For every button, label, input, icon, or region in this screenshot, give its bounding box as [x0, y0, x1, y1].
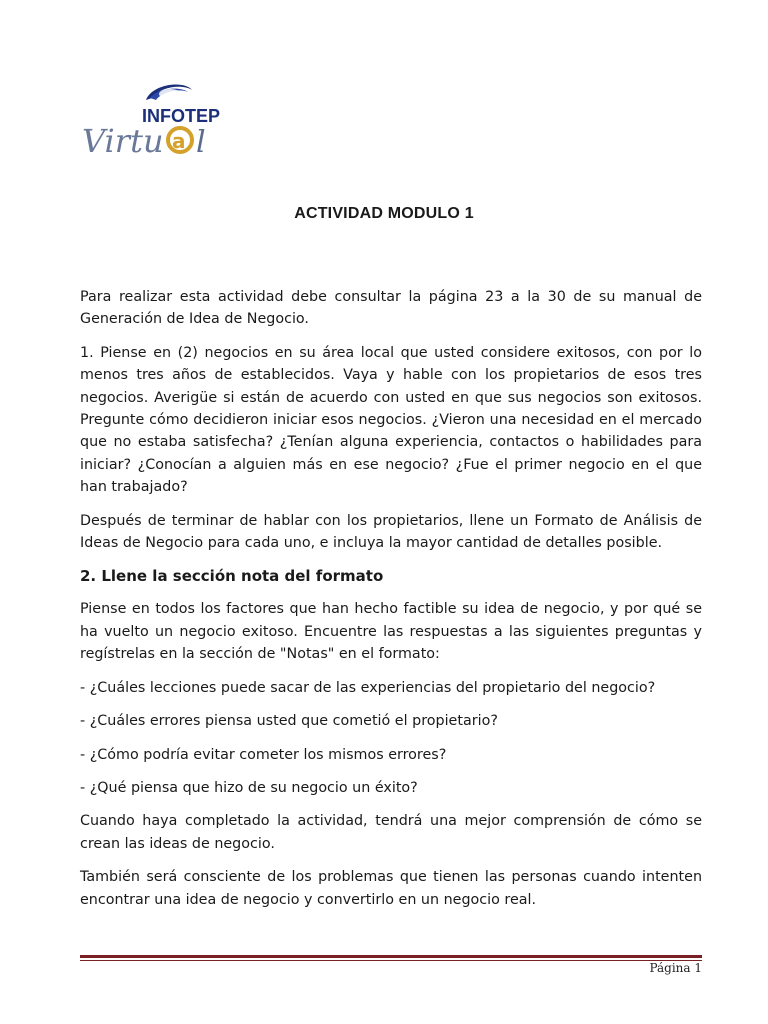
logo-graphic [80, 78, 220, 158]
document-title: ACTIVIDAD MODULO 1 [294, 205, 474, 222]
page-number: Página 1 [649, 961, 702, 975]
step1-paragraph: 1. Piense en (2) negocios en su área local que usted considere exitosos, con por lo menos tres años de establecidos. Vaya y hable con los propietarios de esos tres negocios. Averigüe si están de acuerdo con usted en que sus negocios son exitosos. Pregunte cómo decidieron iniciar esos negocios. ¿Vieron una necesidad en el mercado que no estaba satisfecha? ¿Tenían alguna experiencia, contactos o habilidades para iniciar? ¿Conocían a alguien más en ese negocio? ¿Fue el primer negocio en el que han trabajado? [80, 344, 702, 496]
logo-brand-text: INFOTEP [142, 106, 220, 126]
step2-heading: 2. Llene la sección nota del formato [80, 567, 384, 586]
question-item: - ¿Cuáles errores piensa usted que cometió el propietario? [80, 713, 498, 730]
footer-divider-thick [80, 955, 702, 958]
footer-divider [80, 955, 702, 961]
after-talk-paragraph: Después de terminar de hablar con los propietarios, llene un Formato de Análisis de Ideas de Negocio para cada uno, e incluya la mayor cantidad de detalles posible. [80, 512, 702, 552]
step2-paragraph: Piense en todos los factores que han hecho factible su idea de negocio, y por qué se ha vuelto un negocio exitoso. Encuentre las respuestas a las siguientes preguntas y regístrelas en la sección de "Notas" en el formato: [80, 601, 702, 663]
question-item: - ¿Cuáles lecciones puede sacar de las experiencias del propietario del negocio? [80, 679, 656, 696]
intro-paragraph: Para realizar esta actividad debe consultar la página 23 a la 30 de su manual de Generación de Idea de Negocio. [80, 289, 702, 328]
logo-sub-text: Virtu [82, 122, 164, 158]
document-body [80, 286, 702, 922]
question-item: - ¿Cómo podría evitar cometer los mismos errores? [80, 746, 447, 763]
infotep-virtual-logo [80, 78, 220, 158]
footer-divider-thin [80, 960, 702, 961]
closing-paragraph-1: Cuando haya completado la actividad, tendrá una mejor comprensión de cómo se crean las ideas de negocio. [80, 813, 702, 852]
svg-text:l: l [196, 125, 206, 158]
closing-paragraph-2: También será consciente de los problemas que tienen las personas cuando intenten encontrar una idea de negocio y convertirlo en un negocio real. [80, 869, 702, 908]
svg-text:a: a [172, 129, 186, 153]
question-item: - ¿Qué piensa que hizo de su negocio un éxito? [80, 779, 418, 796]
